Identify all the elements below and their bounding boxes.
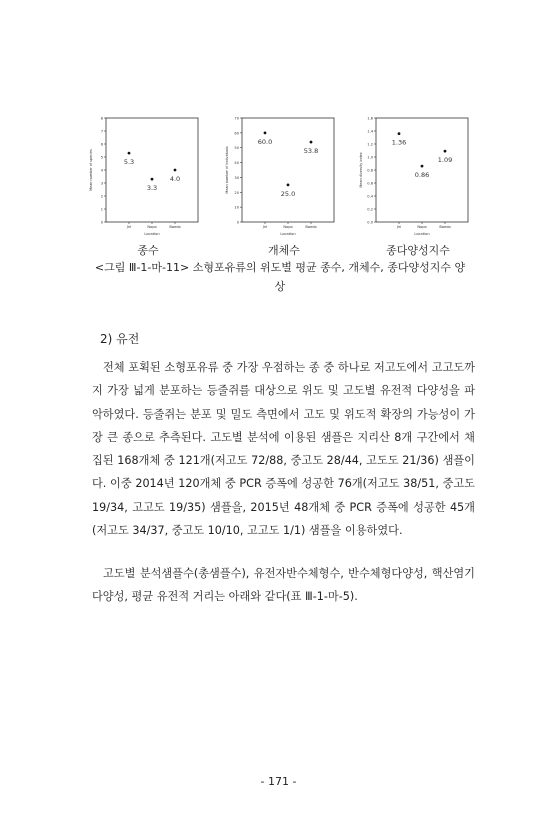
y-tick-label: 1.4 xyxy=(367,129,373,134)
y-tick-label: 0.4 xyxy=(367,194,373,199)
y-tick-label: 1.0 xyxy=(367,155,373,160)
y-tick-label: 0.6 xyxy=(367,181,373,186)
data-label: 53.8 xyxy=(303,147,319,156)
figure-charts xyxy=(84,112,474,242)
y-tick-label: 20 xyxy=(234,190,239,195)
y-tick-label: 60 xyxy=(234,131,239,136)
y-tick-label: 1.6 xyxy=(367,116,373,121)
data-point xyxy=(264,131,267,134)
page-number: - 171 - xyxy=(260,775,297,788)
data-label: 60.0 xyxy=(257,137,273,146)
x-axis-label: Location xyxy=(414,232,430,236)
data-label: 25.0 xyxy=(280,189,296,198)
y-axis-label: Mean number of individuals xyxy=(225,146,229,194)
chart-individuals xyxy=(220,112,340,242)
data-label: 4.0 xyxy=(169,175,181,183)
y-axis-label: Mean number of species xyxy=(89,149,93,191)
x-tick-label: Baedo xyxy=(439,225,451,229)
data-point xyxy=(287,183,290,186)
y-tick-label: 0 xyxy=(236,220,239,225)
y-tick-label: 70 xyxy=(234,116,239,121)
x-tick-label: Jiri xyxy=(126,225,132,229)
chart-name-species: 종수 xyxy=(137,244,159,257)
x-tick-label: Nopo xyxy=(147,225,157,229)
x-tick-label: Baedo xyxy=(169,225,181,229)
data-label: 0.86 xyxy=(414,171,430,180)
data-label: 5.3 xyxy=(123,158,135,167)
y-tick-label: 30 xyxy=(234,175,239,180)
data-point xyxy=(421,165,424,168)
y-tick-label: 8 xyxy=(100,116,103,121)
chart-species xyxy=(84,112,204,242)
data-label: 1.09 xyxy=(437,156,453,165)
y-tick-label: 7 xyxy=(100,129,103,134)
y-tick-label: 0.8 xyxy=(367,168,373,173)
data-point xyxy=(174,169,177,172)
y-tick-label: 0 xyxy=(100,220,103,225)
y-tick-label: 4 xyxy=(100,168,103,173)
plot-frame xyxy=(242,118,334,222)
y-tick-label: 5 xyxy=(100,155,103,160)
y-tick-label: 10 xyxy=(234,205,239,210)
x-tick-label: Baedo xyxy=(305,225,317,229)
data-label: 1.36 xyxy=(391,138,407,147)
y-tick-label: 6 xyxy=(100,142,103,147)
section-title: 2) 유전 xyxy=(100,332,140,346)
x-axis-label: Location xyxy=(280,232,296,236)
chart-diversity xyxy=(354,112,474,242)
chart-name-individuals: 개체수 xyxy=(268,244,300,257)
data-point xyxy=(444,150,447,153)
plot-frame xyxy=(106,118,198,222)
x-tick-label: Jiri xyxy=(396,225,402,229)
y-tick-label: 0.2 xyxy=(367,207,373,212)
y-tick-label: 3 xyxy=(100,181,103,186)
y-tick-label: 1 xyxy=(100,207,103,212)
data-point xyxy=(310,141,313,144)
x-tick-label: Nopo xyxy=(417,225,427,229)
data-label: 3.3 xyxy=(146,184,158,193)
data-point xyxy=(398,132,401,135)
x-axis-label: Location xyxy=(144,232,160,236)
data-point xyxy=(151,178,154,181)
y-tick-label: 40 xyxy=(234,161,239,166)
y-tick-label: 50 xyxy=(234,146,239,151)
y-tick-label: 2 xyxy=(100,194,103,199)
x-tick-label: Nopo xyxy=(283,225,293,229)
y-tick-label: 1.2 xyxy=(367,142,373,147)
y-tick-label: 0.0 xyxy=(367,220,373,225)
figure-caption: <그림 Ⅲ-1-마-11> 소형포유류의 위도별 평균 종수, 개체수, 종다양성지수 양상 xyxy=(94,261,466,293)
chart-name-diversity: 종다양성지수 xyxy=(386,244,450,257)
y-axis-label: Mean diversity index xyxy=(359,152,363,188)
data-point xyxy=(128,152,131,155)
x-tick-label: Jiri xyxy=(262,225,268,229)
plot-frame xyxy=(376,118,468,222)
paragraph-2: 고도별 분석샘플수(총샘플수), 유전자반수체형수, 반수체형다양성, 핵산염기다양성, 평균 유전적 거리는 아래와 같다(표 Ⅲ-1-마-5). xyxy=(92,567,475,604)
paragraph-1: 전체 포획된 소형포유류 중 가장 우점하는 종 중 하나로 저고도에서 고고도까지 가장 넓게 분포하는 등줄쥐를 대상으로 위도 및 고도별 유전적 다양성을 파악하였다. 등줄쥐는 분포 및 밀도 측면에서 고도 및 위도적 확장의 가능성이 가장 큰 종으로 추측된다. 고도별 분석에 이용된 샘플은 지리산 8개 구간에서 채집된 168개체 중 121개(저고도 72/88, 중고도 28/44, 고도도 21/36) 샘플이다. 이중 2014년 120개체 중 PCR 증폭에 성공한 76개(저고도 38/51, 중고도 19/34, 고고도 19/35) 샘플을, 2015년 48개체 중 PCR 증폭에 성공한 45개(저고도 34/37, 중고도 10/10, 고고도 1/1) 샘플을 이용하였다. xyxy=(92,361,475,538)
